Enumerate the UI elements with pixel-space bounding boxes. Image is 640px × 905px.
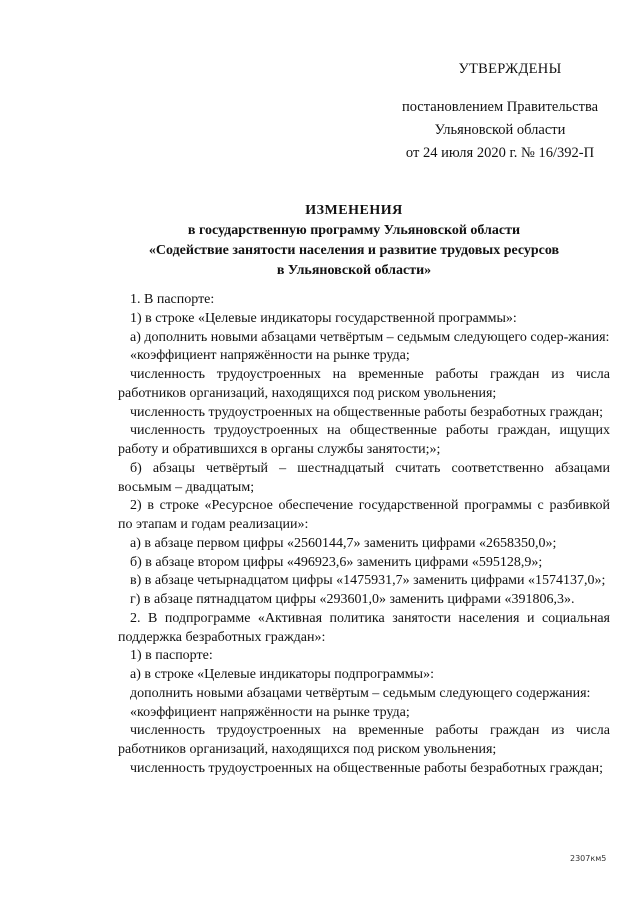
paragraph: «коэффициент напряжённости на рынке труда;: [130, 348, 410, 364]
heading-line-2: «Содействие занятости населения и развитие трудовых ресурсов: [148, 243, 560, 258]
document-heading: [118, 201, 590, 281]
approval-block: [380, 58, 620, 165]
paragraph: численность трудоустроенных на временные работы граждан из числа работников организаций, находящихся под риском увольнения;: [118, 723, 610, 757]
paragraph: численность трудоустроенных на общественные работы безработных граждан;: [130, 404, 603, 420]
paragraph: в) в абзаце четырнадцатом цифры «1475931,7» заменить цифрами «1574137,0»;: [130, 573, 606, 589]
heading-title: ИЗМЕНЕНИЯ: [305, 203, 403, 218]
approval-line-2: Ульяновской области: [434, 122, 566, 138]
paragraph: а) в абзаце первом цифры «2560144,7» заменить цифрами «2658350,0»;: [130, 535, 557, 551]
paragraph: 1. В паспорте:: [130, 292, 215, 307]
footer-code: 2307км5: [570, 854, 607, 863]
paragraph: численность трудоустроенных на общественные работы безработных граждан;: [130, 760, 603, 776]
heading-line-1: в государственную программу Ульяновской области: [187, 223, 521, 238]
document-body: [118, 291, 610, 779]
paragraph: дополнить новыми абзацами четвёртым – седьмым следующего содержания:: [130, 685, 591, 701]
approval-line-3: от 24 июля 2020 г. № 16/392-П: [405, 145, 595, 161]
paragraph: 2) в строке «Ресурсное обеспечение государственной программы с разбивкой по этапам и годам реализации»:: [118, 498, 610, 532]
paragraph: 1) в паспорте:: [130, 648, 213, 664]
paragraph: г) в абзаце пятнадцатом цифры «293601,0» заменить цифрами «391806,3».: [130, 592, 575, 607]
paragraph: численность трудоустроенных на временные работы граждан из числа работников организаций, находящихся под риском увольнения;: [118, 367, 610, 401]
paragraph: а) дополнить новыми абзацами четвёртым – седьмым следующего содер-жания:: [130, 329, 610, 345]
approval-title: УТВЕРЖДЕНЫ: [458, 61, 562, 77]
paragraph: б) абзацы четвёртый – шестнадцатый считать соответственно абзацами восьмым – двадцатым;: [118, 460, 610, 495]
approval-line-1: постановлением Правительства: [401, 99, 599, 115]
paragraph: 2. В подпрограмме «Активная политика занятости населения и социальная поддержка безработных граждан»:: [118, 610, 610, 645]
paragraph: «коэффициент напряжённости на рынке труда;: [130, 704, 410, 720]
paragraph: 1) в строке «Целевые индикаторы государственной программы»:: [130, 310, 517, 326]
paragraph: численность трудоустроенных на общественные работы граждан, ищущих работу и обратившихся в органы службы занятости;»;: [118, 423, 610, 457]
heading-line-3: в Ульяновской области»: [276, 263, 432, 278]
paragraph: а) в строке «Целевые индикаторы подпрограммы»:: [130, 667, 434, 682]
paragraph: б) в абзаце втором цифры «496923,6» заменить цифрами «595128,9»;: [130, 554, 543, 570]
